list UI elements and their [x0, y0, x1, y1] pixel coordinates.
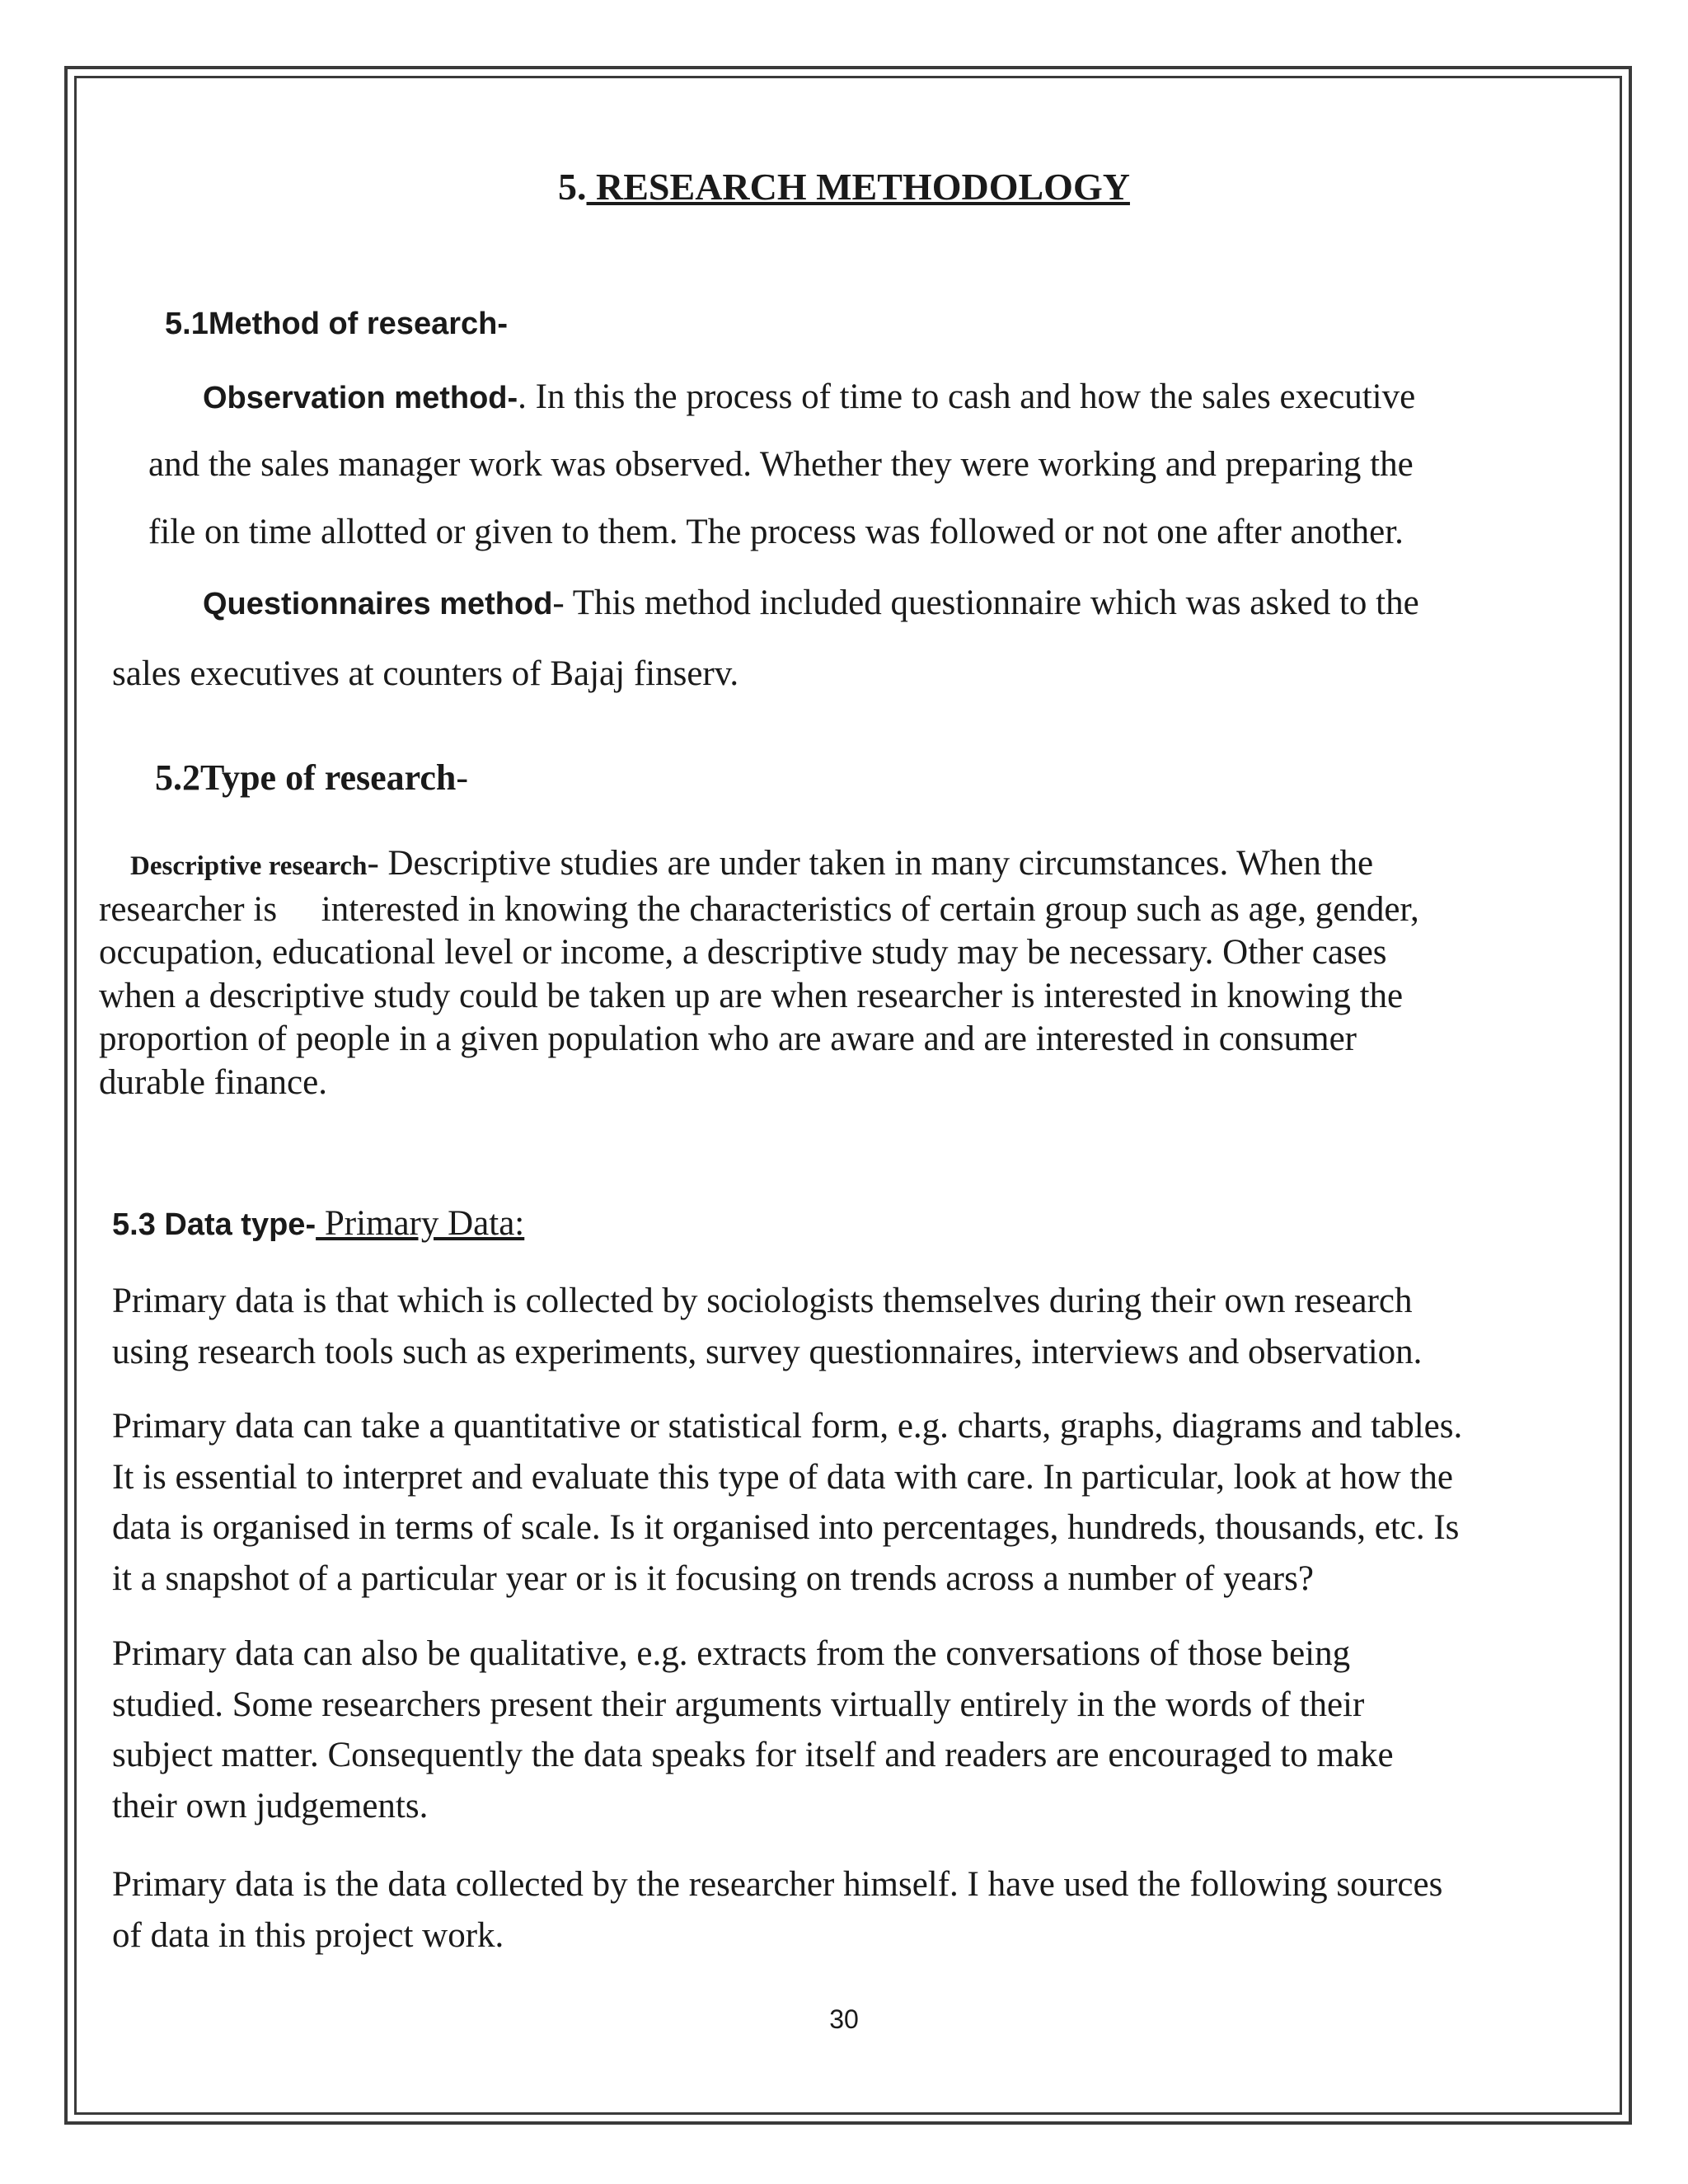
descriptive-label: Descriptive research	[130, 851, 368, 881]
primary-paragraph-4	[112, 1859, 1596, 1961]
page-number: 30	[829, 2004, 859, 2034]
primary-p3-line-2: studied. Some researchers present their arguments virtually entirely in the words of their	[112, 1685, 1365, 1724]
questionnaires-text-1: - This method included questionnaire which was asked to the	[552, 583, 1419, 622]
primary-p3-line-1: Primary data can also be qualitative, e.g. extracts from the conversations of those being	[112, 1634, 1351, 1673]
page-title	[0, 165, 1688, 209]
descriptive-line-6: durable finance.	[99, 1062, 327, 1102]
questionnaires-line-2: sales executives at counters of Bajaj finserv.	[112, 654, 739, 693]
descriptive-line-2: researcher is interested in knowing the characteristics of certain group such as age, gender,	[99, 889, 1419, 929]
section-5-3-heading-text: 5.3 Data type-	[112, 1207, 316, 1242]
observation-text-1: . In this the process of time to cash and how the sales executive	[518, 377, 1416, 416]
section-5-3-heading	[112, 1203, 524, 1244]
primary-p2-line-4: it a snapshot of a particular year or is it focusing on trends across a number of years?	[112, 1558, 1314, 1598]
observation-label: Observation method-	[203, 381, 518, 415]
primary-paragraph-3	[112, 1629, 1596, 1831]
section-5-2-heading-suffix: -	[456, 757, 469, 798]
primary-p1-line-2: using research tools such as experiments, survey questionnaires, interviews and observation.	[112, 1332, 1423, 1371]
questionnaires-label: Questionnaires method	[203, 587, 553, 621]
primary-p3-line-3: subject matter. Consequently the data speaks for itself and readers are encouraged to make	[112, 1736, 1394, 1774]
observation-line-2: and the sales manager work was observed. Whether they were working and preparing the	[148, 445, 1414, 484]
primary-p3-line-4: their own judgements.	[112, 1786, 429, 1825]
title-number: 5.	[558, 166, 587, 208]
descriptive-line-1	[99, 842, 1582, 888]
title-text: RESEARCH METHODOLOGY	[586, 166, 1130, 208]
section-5-2-heading-text: 5.2Type of research	[155, 757, 457, 798]
questionnaires-line-1	[203, 585, 1419, 621]
primary-p1-line-1: Primary data is that which is collected by sociologists themselves during their own research	[112, 1282, 1413, 1320]
descriptive-research-block	[99, 842, 1582, 1104]
primary-paragraph-1	[112, 1276, 1596, 1377]
primary-p2-line-3: data is organised in terms of scale. Is it organised into percentages, hundreds, thousands, etc. Is	[112, 1508, 1460, 1547]
primary-p4-line-2: of data in this project work.	[112, 1915, 504, 1955]
descriptive-line-3: occupation, educational level or income, a descriptive study may be necessary. Other cases	[99, 933, 1387, 972]
descriptive-line-4: when a descriptive study could be taken up are when researcher is interested in knowing the	[99, 976, 1404, 1015]
primary-p4-line-1: Primary data is the data collected by the researcher himself. I have used the following sources	[112, 1865, 1443, 1904]
primary-p2-line-1: Primary data can take a quantitative or statistical form, e.g. charts, graphs, diagrams and tables.	[112, 1407, 1463, 1446]
descriptive-line-5: proportion of people in a given population who are aware and are interested in consumer	[99, 1019, 1357, 1058]
section-5-1-heading: 5.1Method of research-	[165, 307, 508, 341]
section-5-2-heading	[155, 757, 468, 799]
primary-p2-line-2: It is essential to interpret and evaluate this type of data with care. In particular, look at how the	[112, 1457, 1453, 1497]
primary-paragraph-2	[112, 1401, 1596, 1604]
descriptive-text-1: - Descriptive studies are under taken in many circumstances. When the	[367, 844, 1374, 883]
observation-line-1	[203, 379, 1415, 415]
observation-line-3: file on time allotted or given to them. The process was followed or not one after another.	[148, 513, 1404, 551]
primary-data-subheading: Primary Data:	[316, 1204, 525, 1243]
